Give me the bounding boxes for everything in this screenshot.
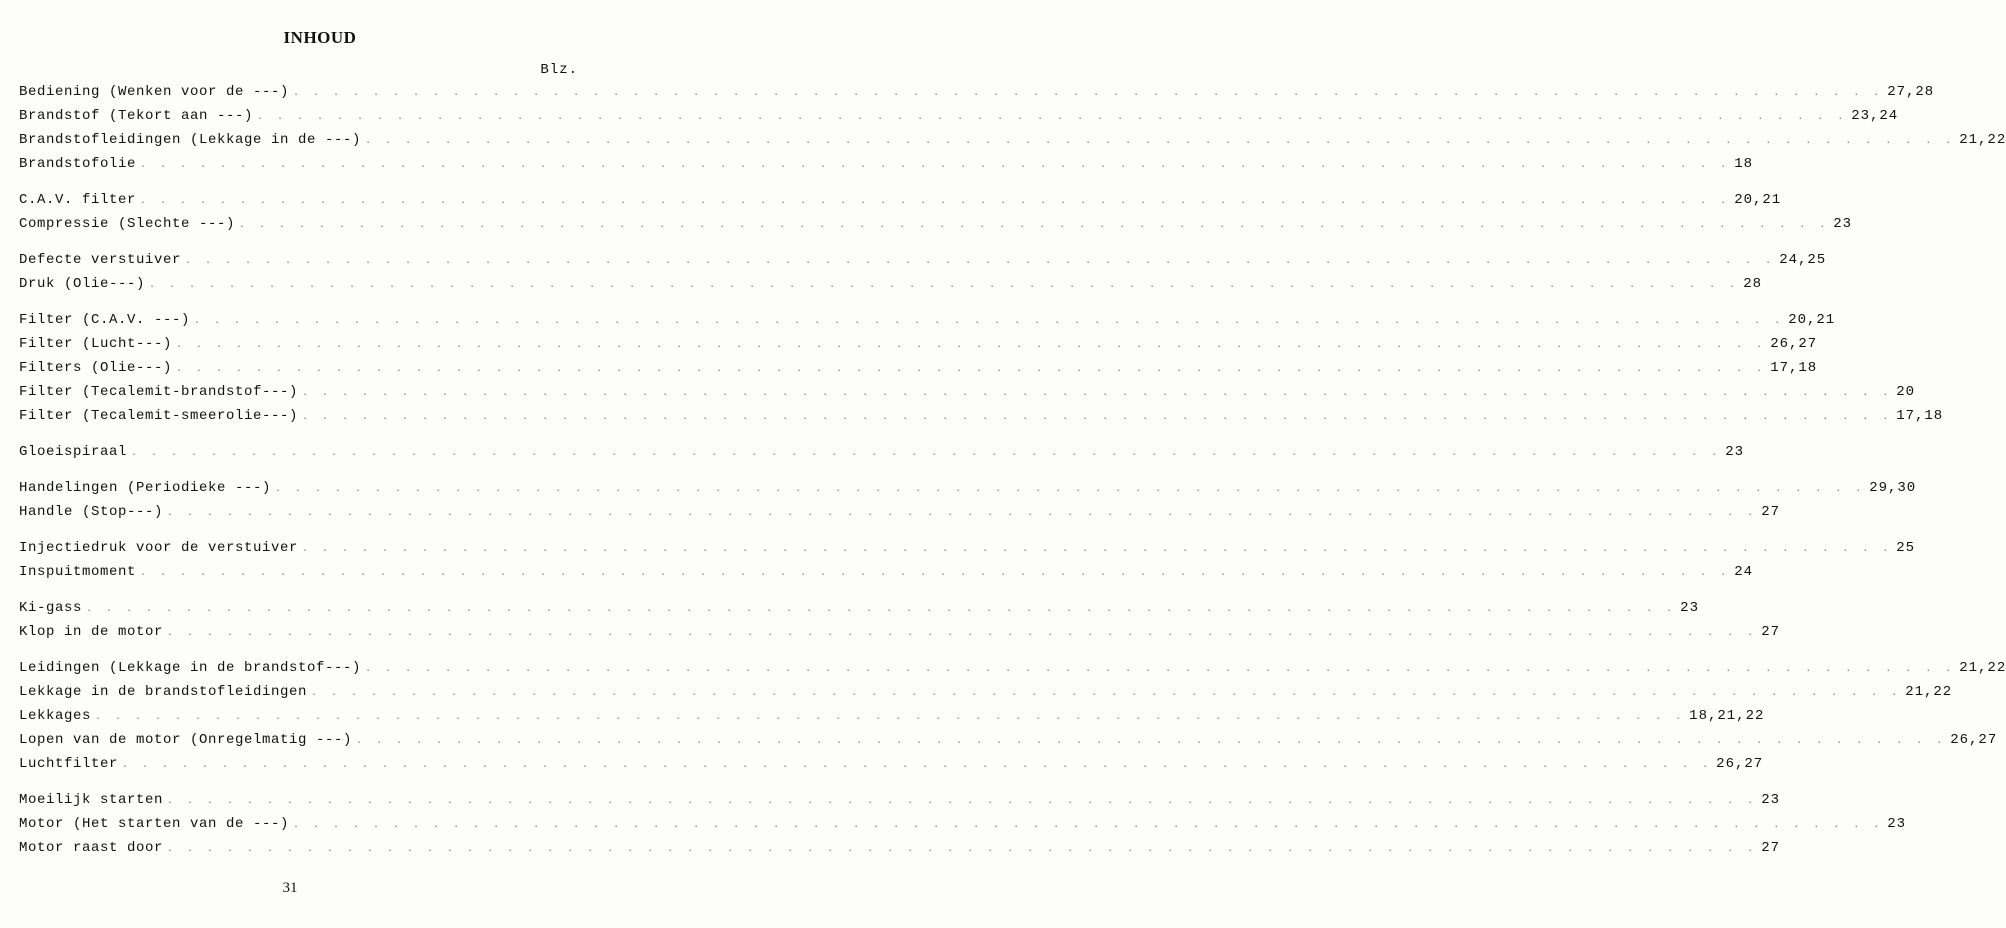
index-group: [19, 248, 1827, 296]
dot-leader: . . . . . . . . . . . . . . . . . . . . . . . . . . . . . . . . . . . . . . . . . . . . . . . . . . . . . . . . . . . . . . . . . . . . . . . . . . . . . . . .: [140, 196, 1731, 207]
entry-label: Lekkages: [19, 708, 92, 724]
entry-pages: 27: [1761, 504, 1780, 520]
index-entry: [19, 560, 1753, 584]
entry-pages: 23,24: [1851, 108, 1899, 124]
entry-label: Handle (Stop---): [19, 504, 164, 520]
index-entry: [19, 704, 1765, 728]
entry-label: Defecte verstuiver: [19, 252, 182, 268]
dot-leader: . . . . . . . . . . . . . . . . . . . . . . . . . . . . . . . . . . . . . . . . . . . . . . . . . . . . . . . . . . . . . . . . . . . . . . . . . . . . . . . .: [149, 280, 1740, 291]
index-entries: [19, 80, 2006, 872]
entry-pages: 23: [1887, 816, 1907, 832]
entry-label: Gloeispiraal: [19, 444, 128, 460]
dot-leader: . . . . . . . . . . . . . . . . . . . . . . . . . . . . . . . . . . . . . . . . . . . . . . . . . . . . . . . . . . . . . . . . . . . . . . . . . . . . . . . .: [302, 544, 1893, 555]
index-entry: [19, 152, 1753, 176]
index-entry: [19, 272, 1762, 296]
index-entry: [19, 80, 1935, 104]
index-entry: [19, 380, 1916, 404]
entry-pages: 20: [1896, 384, 1916, 400]
dot-leader: . . . . . . . . . . . . . . . . . . . . . . . . . . . . . . . . . . . . . . . . . . . . . . . . . . . . . . . . . . . . . . . . . . . . . . . . . . . . . . . .: [140, 568, 1731, 579]
entry-pages: 21,22: [1905, 684, 1953, 700]
dot-leader: . . . . . . . . . . . . . . . . . . . . . . . . . . . . . . . . . . . . . . . . . . . . . . . . . . . . . . . . . . . . . . . . . . . . . . . . . . . . . . . .: [302, 388, 1893, 399]
entry-label: Filter (C.A.V. ---): [19, 312, 191, 328]
dot-leader: . . . . . . . . . . . . . . . . . . . . . . . . . . . . . . . . . . . . . . . . . . . . . . . . . . . . . . . . . . . . . . . . . . . . . . . . . . . . . . . .: [176, 364, 1767, 375]
entry-label: Injectiedruk voor de verstuiver: [19, 540, 299, 556]
index-entry: [19, 596, 1699, 620]
dot-leader: . . . . . . . . . . . . . . . . . . . . . . . . . . . . . . . . . . . . . . . . . . . . . . . . . . . . . . . . . . . . . . . . . . . . . . . . . . . . . . . .: [293, 88, 1884, 99]
dot-leader: . . . . . . . . . . . . . . . . . . . . . . . . . . . . . . . . . . . . . . . . . . . . . . . . . . . . . . . . . . . . . . . . . . . . . . . . . . . . . . . .: [122, 760, 1713, 771]
index-entry: [19, 212, 1853, 236]
dot-leader: . . . . . . . . . . . . . . . . . . . . . . . . . . . . . . . . . . . . . . . . . . . . . . . . . . . . . . . . . . . . . . . . . . . . . . . . . . . . . . . .: [167, 796, 1758, 807]
dot-leader: . . . . . . . . . . . . . . . . . . . . . . . . . . . . . . . . . . . . . . . . . . . . . . . . . . . . . . . . . . . . . . . . . . . . . . . . . . . . . . . .: [257, 112, 1848, 123]
entry-pages: 24: [1734, 564, 1753, 580]
entry-pages: 21,22: [1959, 660, 2006, 676]
index-group: [19, 440, 1744, 464]
dot-leader: . . . . . . . . . . . . . . . . . . . . . . . . . . . . . . . . . . . . . . . . . . . . . . . . . . . . . . . . . . . . . . . . . . . . . . . . . . . . . . . .: [140, 160, 1731, 171]
index-entry: [19, 680, 1953, 704]
entry-label: Brandstof (Tekort aan ---): [19, 108, 254, 124]
dot-leader: . . . . . . . . . . . . . . . . . . . . . . . . . . . . . . . . . . . . . . . . . . . . . . . . . . . . . . . . . . . . . . . . . . . . . . . . . . . . . . . .: [239, 220, 1830, 231]
entry-label: Filter (Tecalemit-smeerolie---): [19, 408, 299, 424]
index-entry: [19, 728, 1998, 752]
entry-pages: 25: [1896, 540, 1916, 556]
page-number: 31: [282, 880, 298, 896]
entry-pages: 29,30: [1869, 480, 1917, 496]
index-entry: [19, 332, 1818, 356]
index-entry: [19, 476, 1917, 500]
entry-pages: 23: [1725, 444, 1744, 460]
entry-pages: 27: [1761, 840, 1780, 856]
dot-leader: . . . . . . . . . . . . . . . . . . . . . . . . . . . . . . . . . . . . . . . . . . . . . . . . . . . . . . . . . . . . . . . . . . . . . . . . . . . . . . . .: [194, 316, 1785, 327]
entry-label: Filter (Lucht---): [19, 336, 173, 352]
dot-leader: . . . . . . . . . . . . . . . . . . . . . . . . . . . . . . . . . . . . . . . . . . . . . . . . . . . . . . . . . . . . . . . . . . . . . . . . . . . . . . . .: [311, 688, 1902, 699]
entry-pages: 27,28: [1887, 84, 1935, 100]
entry-pages: 26,27: [1716, 756, 1764, 772]
entry-pages: 20,21: [1734, 192, 1782, 208]
page-column-header: Blz.: [540, 62, 578, 78]
index-entry: [19, 188, 1782, 212]
dot-leader: . . . . . . . . . . . . . . . . . . . . . . . . . . . . . . . . . . . . . . . . . . . . . . . . . . . . . . . . . . . . . . . . . . . . . . . . . . . . . . . .: [95, 712, 1686, 723]
index-entry: [19, 500, 1780, 524]
dot-leader: . . . . . . . . . . . . . . . . . . . . . . . . . . . . . . . . . . . . . . . . . . . . . . . . . . . . . . . . . . . . . . . . . . . . . . . . . . . . . . . .: [365, 664, 1956, 675]
index-entry: [19, 656, 2006, 680]
dot-leader: . . . . . . . . . . . . . . . . . . . . . . . . . . . . . . . . . . . . . . . . . . . . . . . . . . . . . . . . . . . . . . . . . . . . . . . . . . . . . . . .: [167, 508, 1758, 519]
dot-leader: . . . . . . . . . . . . . . . . . . . . . . . . . . . . . . . . . . . . . . . . . . . . . . . . . . . . . . . . . . . . . . . . . . . . . . . . . . . . . . . .: [176, 340, 1767, 351]
dot-leader: . . . . . . . . . . . . . . . . . . . . . . . . . . . . . . . . . . . . . . . . . . . . . . . . . . . . . . . . . . . . . . . . . . . . . . . . . . . . . . . .: [365, 136, 1956, 147]
dot-leader: . . . . . . . . . . . . . . . . . . . . . . . . . . . . . . . . . . . . . . . . . . . . . . . . . . . . . . . . . . . . . . . . . . . . . . . . . . . . . . . .: [86, 604, 1677, 615]
entry-pages: 23: [1680, 600, 1699, 616]
dot-leader: . . . . . . . . . . . . . . . . . . . . . . . . . . . . . . . . . . . . . . . . . . . . . . . . . . . . . . . . . . . . . . . . . . . . . . . . . . . . . . . .: [185, 256, 1776, 267]
entry-label: Ki-gass: [19, 600, 83, 616]
entry-label: Druk (Olie---): [19, 276, 146, 292]
entry-label: Brandstofolie: [19, 156, 137, 172]
entry-pages: 17,18: [1770, 360, 1818, 376]
dot-leader: . . . . . . . . . . . . . . . . . . . . . . . . . . . . . . . . . . . . . . . . . . . . . . . . . . . . . . . . . . . . . . . . . . . . . . . . . . . . . . . .: [131, 448, 1722, 459]
entry-label: C.A.V. filter: [19, 192, 137, 208]
entry-pages: 24,25: [1779, 252, 1827, 268]
index-group: [19, 656, 2006, 776]
entry-label: Lopen van de motor (Onregelmatig ---): [19, 732, 353, 748]
entry-pages: 23: [1833, 216, 1853, 232]
index-entry: [19, 104, 1899, 128]
entry-label: Motor (Het starten van de ---): [19, 816, 290, 832]
index-group: [19, 788, 1907, 860]
index-entry: [19, 836, 1780, 860]
index-entry: [19, 812, 1907, 836]
index-entry: [19, 752, 1764, 776]
entry-label: Compressie (Slechte ---): [19, 216, 236, 232]
entry-label: Filters (Olie---): [19, 360, 173, 376]
entry-pages: 20,21: [1788, 312, 1836, 328]
index-group: [19, 188, 1853, 236]
page-title: INHOUD: [283, 28, 357, 47]
entry-pages: 17,18: [1896, 408, 1944, 424]
index-group: [19, 80, 2006, 176]
entry-label: Motor raast door: [19, 840, 164, 856]
index-group: [19, 536, 1916, 584]
index-entry: [19, 308, 1836, 332]
dot-leader: . . . . . . . . . . . . . . . . . . . . . . . . . . . . . . . . . . . . . . . . . . . . . . . . . . . . . . . . . . . . . . . . . . . . . . . . . . . . . . . .: [356, 736, 1947, 747]
entry-label: Lekkage in de brandstofleidingen: [19, 684, 308, 700]
entry-pages: 28: [1743, 276, 1762, 292]
index-entry: [19, 404, 1944, 428]
entry-pages: 21,22: [1959, 132, 2006, 148]
entry-label: Handelingen (Periodieke ---): [19, 480, 272, 496]
index-entry: [19, 248, 1827, 272]
index-group: [19, 476, 1917, 524]
index-entry: [19, 356, 1818, 380]
entry-label: Klop in de motor: [19, 624, 164, 640]
dot-leader: . . . . . . . . . . . . . . . . . . . . . . . . . . . . . . . . . . . . . . . . . . . . . . . . . . . . . . . . . . . . . . . . . . . . . . . . . . . . . . . .: [275, 484, 1866, 495]
entry-label: Moeilijk starten: [19, 792, 164, 808]
dot-leader: . . . . . . . . . . . . . . . . . . . . . . . . . . . . . . . . . . . . . . . . . . . . . . . . . . . . . . . . . . . . . . . . . . . . . . . . . . . . . . . .: [167, 844, 1758, 855]
entry-pages: 18,21,22: [1689, 708, 1765, 724]
entry-label: Brandstofleidingen (Lekkage in de ---): [19, 132, 362, 148]
dot-leader: . . . . . . . . . . . . . . . . . . . . . . . . . . . . . . . . . . . . . . . . . . . . . . . . . . . . . . . . . . . . . . . . . . . . . . . . . . . . . . . .: [293, 820, 1884, 831]
entry-label: Inspuitmoment: [19, 564, 137, 580]
index-entry: [19, 536, 1916, 560]
dot-leader: . . . . . . . . . . . . . . . . . . . . . . . . . . . . . . . . . . . . . . . . . . . . . . . . . . . . . . . . . . . . . . . . . . . . . . . . . . . . . . . .: [167, 628, 1758, 639]
entry-pages: 26,27: [1950, 732, 1998, 748]
entry-label: Leidingen (Lekkage in de brandstof---): [19, 660, 362, 676]
index-entry: [19, 128, 2006, 152]
entry-pages: 26,27: [1770, 336, 1818, 352]
index-group: [19, 308, 1944, 428]
index-entry: [19, 620, 1780, 644]
entry-pages: 23: [1761, 792, 1780, 808]
index-entry: [19, 440, 1744, 464]
entry-label: Bediening (Wenken voor de ---): [19, 84, 290, 100]
index-entry: [19, 788, 1780, 812]
entry-pages: 18: [1734, 156, 1753, 172]
dot-leader: . . . . . . . . . . . . . . . . . . . . . . . . . . . . . . . . . . . . . . . . . . . . . . . . . . . . . . . . . . . . . . . . . . . . . . . . . . . . . . . .: [302, 412, 1893, 423]
entry-label: Filter (Tecalemit-brandstof---): [19, 384, 299, 400]
index-group: [19, 596, 1780, 644]
entry-pages: 27: [1761, 624, 1780, 640]
entry-label: Luchtfilter: [19, 756, 119, 772]
